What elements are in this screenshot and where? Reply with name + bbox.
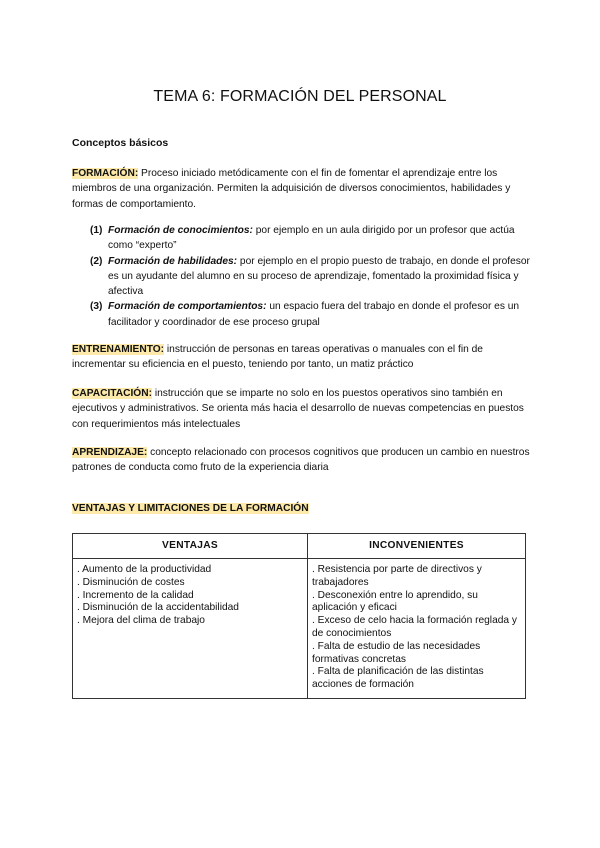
list-item — [90, 223, 534, 254]
inconveniente-item: . Exceso de celo hacia la formación reglada y de conocimientos — [312, 615, 517, 639]
ventaja-item: . Disminución de la accidentabilidad — [77, 602, 239, 614]
ventaja-item: . Aumento de la productividad — [77, 564, 212, 575]
list-text: por ejemplo en un aula dirigido por un profesor que actúa como “experto” — [108, 225, 515, 252]
ventaja-item: . Incremento de la calidad — [77, 589, 194, 601]
term-capacitacion: CAPACITACIÓN: — [72, 388, 152, 399]
text-formacion: Proceso iniciado metódicamente con el fin de fomentar el aprendizaje entre los miembros de una organización. Permiten la adquisición de diversos conocimientos, habilidades y formas de comportamiento. — [72, 168, 511, 210]
header-inconvenientes: INCONVENIENTES — [308, 534, 526, 559]
definition-formacion — [72, 166, 534, 212]
page-title: TEMA 6: FORMACIÓN DEL PERSONAL — [153, 88, 447, 105]
list-text: un espacio fuera del trabajo en donde el profesor es un facilitador y coordinador de ese proceso grupal — [108, 301, 520, 328]
list-item — [90, 299, 534, 330]
list-text: por ejemplo en el propio puesto de trabajo, en donde el profesor es un ayudante del alumno en su proceso de aprendizaje, fomentado la proximidad física y afectiva — [108, 255, 530, 298]
header-ventajas: VENTAJAS — [73, 534, 308, 559]
ventajas-cell — [73, 559, 308, 699]
section-title-text: VENTAJAS Y LIMITACIONES DE LA FORMACIÓN — [72, 503, 309, 514]
ventaja-item: . Mejora del clima de trabajo — [77, 615, 205, 627]
table-row — [73, 559, 526, 699]
subtitle: Conceptos básicos — [72, 137, 169, 149]
inconveniente-item: . Resistencia por parte de directivos y trabajadores — [312, 564, 482, 588]
text-aprendizaje: concepto relacionado con procesos cognitivos que producen un cambio en nuestros patrones de conducta como fruto de la experiencia diaria — [72, 447, 530, 474]
list-term: Formación de comportamientos: — [108, 301, 267, 313]
list-number: (2) — [90, 255, 103, 267]
list-term: Formación de conocimientos: — [108, 225, 253, 236]
list-number: (3) — [90, 301, 103, 313]
term-entrenamiento: ENTRENAMIENTO: — [72, 344, 165, 355]
inconveniente-item: . Falta de planificación de las distintas acciones de formación — [312, 666, 484, 691]
term-aprendizaje: APRENDIZAJE: — [72, 447, 148, 458]
inconveniente-item: . Falta de estudio de las necesidades formativas concretas — [312, 640, 481, 665]
list-item — [90, 254, 534, 300]
formation-types-list — [90, 223, 534, 330]
ventaja-item: . Disminución de costes — [77, 576, 185, 588]
definition-entrenamiento — [72, 342, 534, 373]
text-capacitacion: instrucción que se imparte no solo en los puestos operativos sino también en ejecutivos y administrativos. Se orienta más hacia el desarrollo de nuevas competencias en puestos con requerimientos más intelectuales — [72, 388, 524, 430]
definition-aprendizaje — [72, 445, 534, 476]
text-entrenamiento: instrucción de personas en tareas operativas o manuales con el fin de incrementar su eficiencia en el puesto, teniendo por tanto, un matiz práctico — [72, 344, 483, 371]
inconvenientes-cell — [308, 559, 526, 699]
definition-capacitacion — [72, 386, 534, 432]
section-title — [72, 503, 309, 514]
list-number: (1) — [90, 225, 103, 236]
advantages-table — [72, 533, 526, 699]
term-formacion: FORMACIÓN: — [72, 168, 139, 179]
inconveniente-item: . Desconexión entre lo aprendido, su aplicación y eficaci — [312, 589, 478, 614]
list-term: Formación de habilidades: — [108, 255, 238, 267]
